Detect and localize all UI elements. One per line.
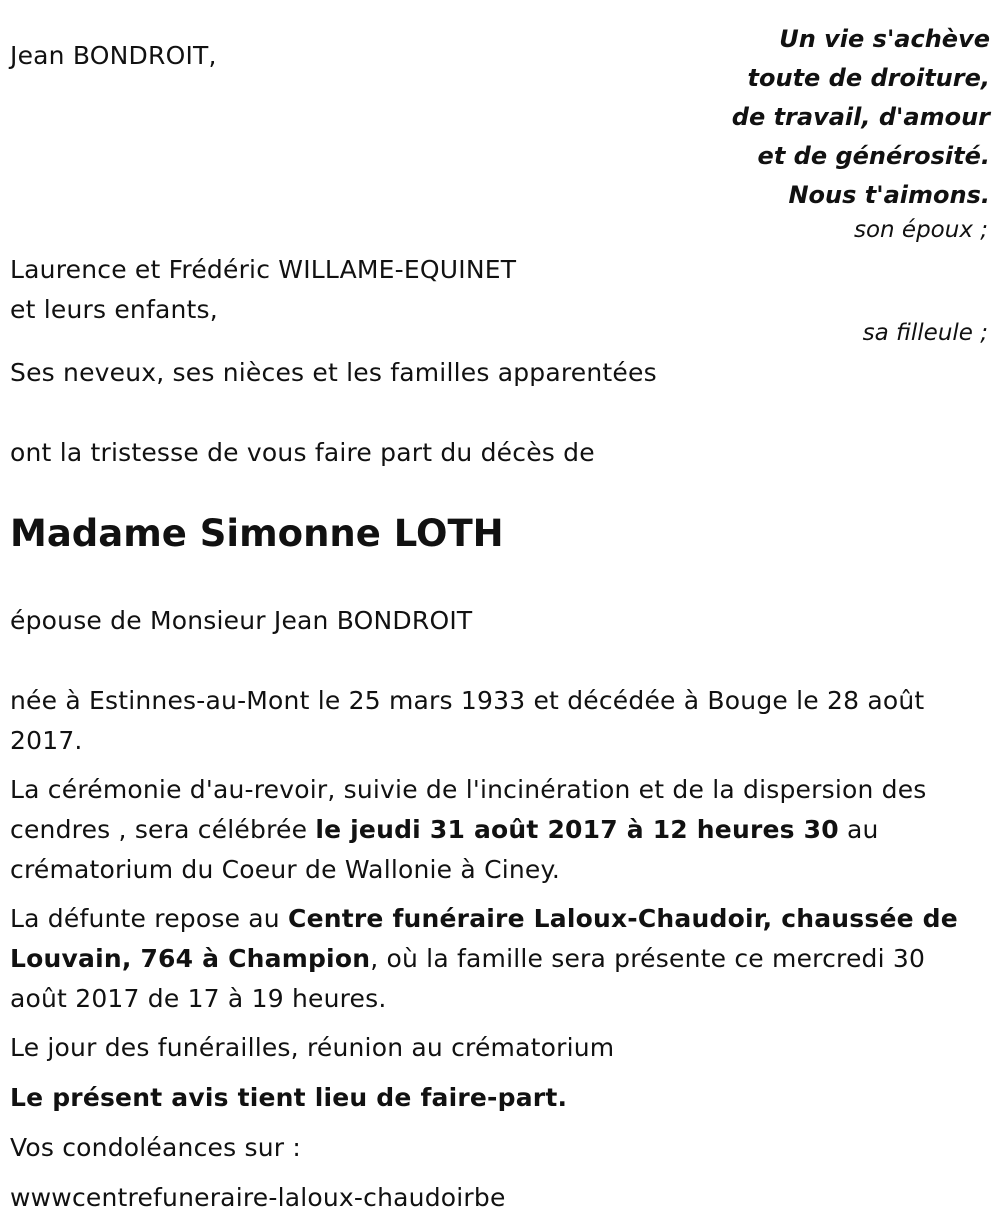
goddaughter-role: sa filleule ; — [862, 320, 988, 346]
quote-line: de travail, d'amour — [731, 103, 990, 131]
quote-line: et de générosité. — [757, 142, 990, 170]
spouse-line: épouse de Monsieur Jean BONDROIT — [10, 606, 473, 635]
quote-line: Nous t'aimons. — [788, 181, 990, 209]
website-link: wwwcentrefuneraire-laloux-chaudoirbe — [10, 1183, 506, 1212]
meeting-line: Le jour des funérailles, réunion au crématorium — [10, 1033, 615, 1062]
ceremony-paragraph — [10, 770, 985, 890]
ceremony-date: le jeudi 31 août 2017 à 12 heures 30 — [315, 815, 839, 844]
ceremony-location: au crématorium du Coeur de Wallonie à Ciney. — [10, 815, 879, 884]
funeral-center-address: Centre funéraire Laloux-Chaudoir, chaussée de Louvain, 764 à Champion — [10, 904, 958, 973]
birth-death-paragraph: née à Estinnes-au-Mont le 25 mars 1933 et décédée à Bouge le 28 août 2017. — [10, 686, 925, 755]
resting-text: La défunte repose au — [10, 904, 289, 933]
notice-line: Le présent avis tient lieu de faire-part. — [10, 1083, 568, 1112]
quote-line: Un vie s'achève — [779, 25, 990, 53]
ceremony-text: La cérémonie d'au-revoir, suivie de l'incinération et de la dispersion des cendres , sera célébrée — [10, 775, 927, 844]
goddaughter-name: Laurence et Frédéric WILLAME-EQUINET — [10, 255, 517, 284]
goddaughter-children: et leurs enfants, — [10, 295, 218, 324]
quote-line: toute de droiture, — [747, 64, 990, 92]
memorial-quote — [570, 20, 990, 215]
family-line: Ses neveux, ses nièces et les familles apparentées — [10, 358, 657, 387]
visiting-hours: , où la famille sera présente ce mercredi 30 août 2017 de 17 à 19 heures. — [10, 944, 926, 1013]
goddaughter-block — [10, 250, 516, 330]
resting-paragraph — [10, 899, 985, 1019]
announcement-line: ont la tristesse de vous faire part du décès de — [10, 438, 595, 467]
condolence-line: Vos condoléances sur : — [10, 1133, 301, 1162]
deceased-name: Madame Simonne LOTH — [10, 512, 504, 555]
husband-role: son époux ; — [853, 217, 988, 243]
husband-name: Jean BONDROIT, — [10, 41, 217, 70]
